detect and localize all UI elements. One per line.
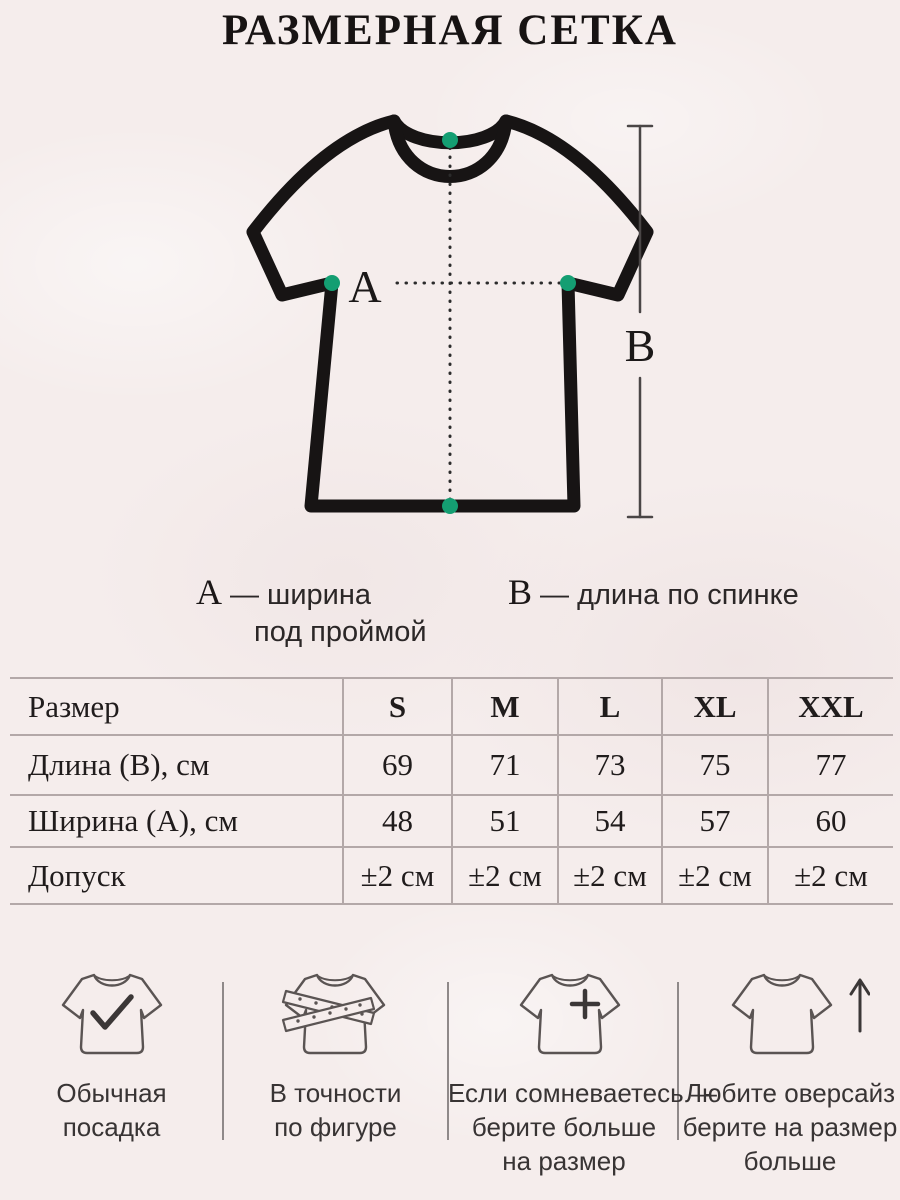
fit-caption-regular	[0, 1076, 223, 1144]
table-cell: 73	[558, 735, 662, 795]
measure-dot-neck	[442, 132, 458, 148]
table-header-xl: XL	[662, 678, 768, 735]
legend-b-text: — длина по спинке	[540, 579, 799, 611]
table-cell: 51	[452, 795, 558, 847]
tshirt-arrow-icon	[710, 963, 870, 1063]
row-label: Допуск	[28, 857, 126, 893]
fit-caption-line: больше	[743, 1146, 837, 1176]
table-header-xxl: XXL	[768, 678, 893, 735]
fit-caption-line: берите больше	[471, 1112, 657, 1142]
table-header-m: M	[452, 678, 558, 735]
fit-item-regular	[47, 963, 177, 1063]
table-cell: ±2 см	[558, 847, 662, 904]
table-cell: 60	[768, 795, 893, 847]
dim-label-a: А	[348, 261, 382, 312]
table-cell: ±2 см	[343, 847, 452, 904]
fit-caption-line: по фигуре	[274, 1112, 397, 1142]
table-row-length	[10, 735, 893, 795]
tshirt-plus-icon	[505, 963, 635, 1063]
size-diagram	[230, 100, 670, 540]
fit-item-exact	[270, 963, 400, 1063]
measure-dot-right-armpit	[560, 275, 576, 291]
table-cell: 77	[768, 735, 893, 795]
table-cell: 57	[662, 795, 768, 847]
fit-caption-line: Если сомневаетесь —	[448, 1078, 717, 1108]
fit-caption-exact	[223, 1076, 448, 1144]
table-cell: ±2 см	[768, 847, 893, 904]
legend-a	[196, 574, 427, 651]
legend-b	[508, 574, 799, 614]
tshirt-check-icon	[47, 963, 177, 1063]
fit-caption-line: на размер	[502, 1146, 626, 1176]
table-cell: 71	[452, 735, 558, 795]
tshirt-tape-icon	[270, 963, 400, 1063]
legend-a-text2: под проймой	[254, 616, 427, 648]
tshirt-measure-diagram-icon	[230, 100, 670, 540]
fit-caption-line: посадка	[62, 1112, 161, 1142]
measure-dot-hem	[442, 498, 458, 514]
table-cell: ±2 см	[662, 847, 768, 904]
fit-caption-line: берите на размер	[682, 1112, 898, 1142]
table-header-size: Размер	[28, 688, 120, 724]
tape-bands-icon	[283, 991, 374, 1031]
plus-icon	[572, 991, 598, 1017]
check-icon	[93, 997, 131, 1027]
table-cell: 54	[558, 795, 662, 847]
fit-caption-size-up	[448, 1076, 717, 1178]
fit-caption-line: В точности	[269, 1078, 402, 1108]
measure-dot-left-armpit	[324, 275, 340, 291]
legend-b-letter: В	[508, 572, 533, 612]
table-header-l: L	[558, 678, 662, 735]
arrow-up-icon	[851, 980, 869, 1031]
table-cell: 48	[343, 795, 452, 847]
dim-label-b: В	[624, 320, 656, 371]
table-header-row	[10, 678, 893, 735]
table-row-width	[10, 795, 893, 847]
legend-a-letter: А	[196, 572, 222, 612]
fit-item-oversize	[710, 963, 870, 1063]
row-label: Длина (В), см	[28, 747, 210, 782]
page-title: РАЗМЕРНАЯ СЕТКА	[222, 7, 678, 54]
table-cell: 75	[662, 735, 768, 795]
legend-a-text: — ширина	[230, 579, 371, 611]
fit-caption-line: Любите оверсайз	[684, 1078, 896, 1108]
size-table	[10, 677, 893, 905]
fit-caption-line: Обычная	[56, 1078, 167, 1108]
table-cell: 69	[343, 735, 452, 795]
table-row-tolerance	[10, 847, 893, 904]
table-cell: ±2 см	[452, 847, 558, 904]
fit-caption-oversize	[680, 1076, 900, 1178]
fit-item-size-up	[505, 963, 635, 1063]
row-label: Ширина (А), см	[28, 803, 238, 838]
table-header-s: S	[343, 678, 452, 735]
